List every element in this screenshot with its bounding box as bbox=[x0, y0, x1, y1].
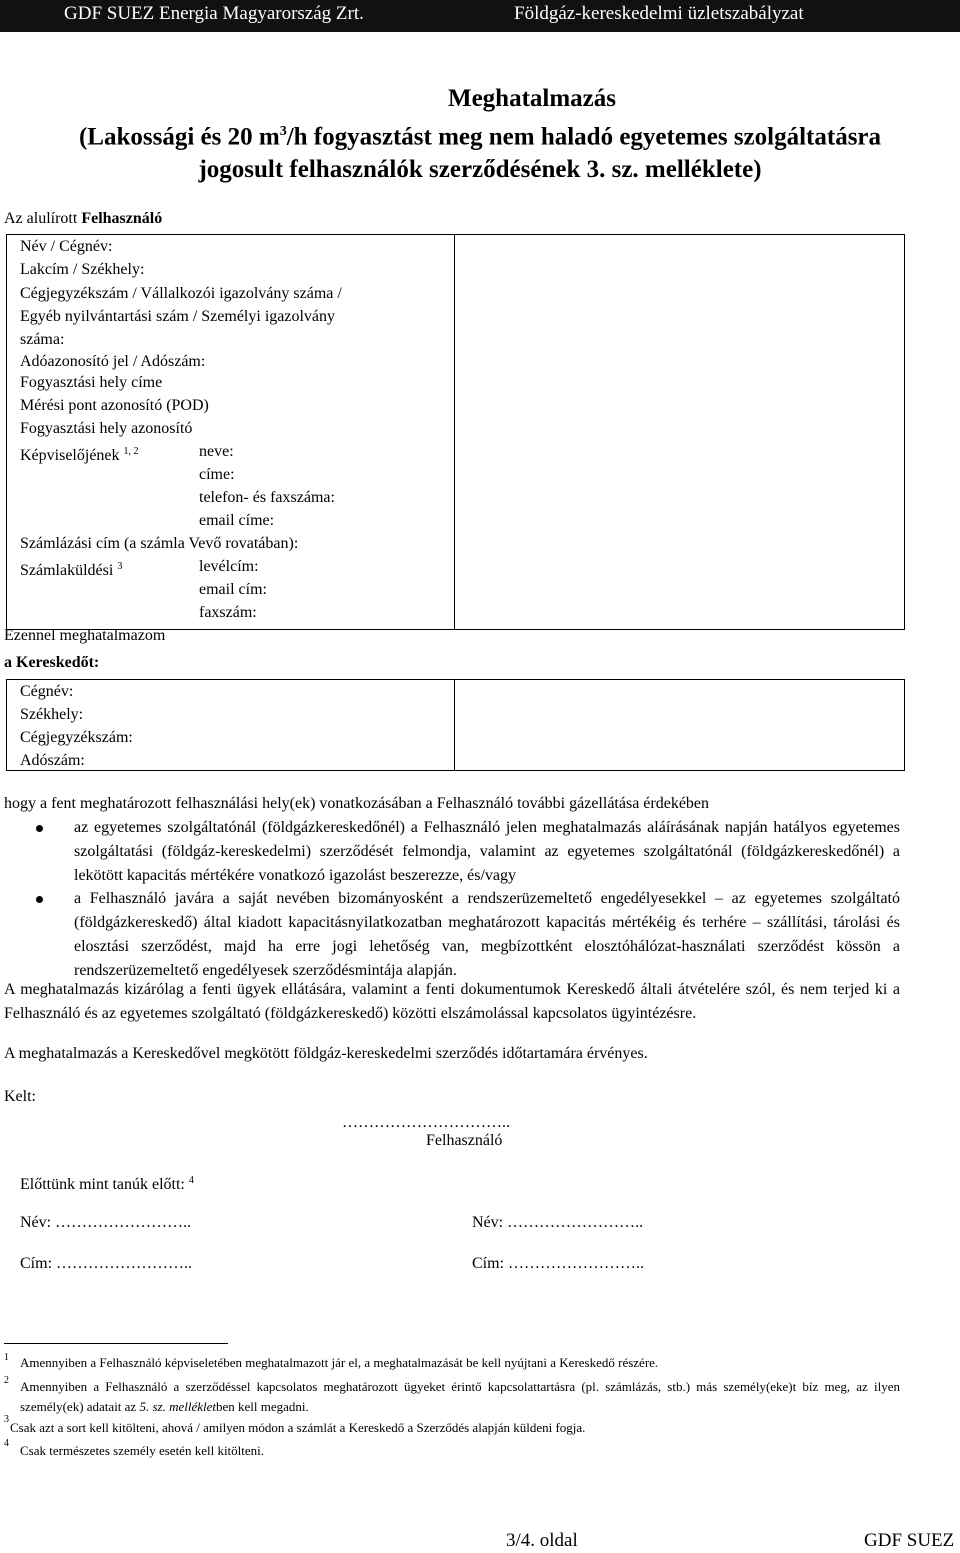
label-rep-phone: telefon- és faxszáma: bbox=[199, 489, 335, 506]
label-pod: Mérési pont azonosító (POD) bbox=[20, 397, 209, 414]
label-registration-1: Cégjegyzékszám / Vállalkozói igazolvány száma / bbox=[20, 285, 342, 302]
witness-2-name: Név: …………………….. bbox=[472, 1214, 644, 1231]
signature-label: Felhasználó bbox=[426, 1132, 503, 1149]
label-address: Lakcím / Székhely: bbox=[20, 261, 145, 278]
label-registration-3: száma: bbox=[20, 331, 65, 348]
bullet-item-1: az egyetemes szolgáltatónál (földgázkereskedőnél) a Felhasználó jelen meghatalmazás aláírásának napján hatályos egyetemes szolgáltatási (földgáz-kereskedelmi) szerződését felmondja, valamint az egyetemes szolgáltatónál (földgázkereskedőnél) a lekötött kapacitás mértékére vonatkozó igazolást beszerezze, és/vagy bbox=[74, 819, 900, 884]
footnote-1-number: 1 bbox=[4, 1352, 9, 1363]
footer-brand: GDF SUEZ bbox=[864, 1530, 955, 1551]
page-title bbox=[0, 82, 960, 186]
label-date: Kelt: bbox=[4, 1088, 36, 1105]
trader-data-table bbox=[6, 679, 905, 771]
title-line-2: (Lakossági és 20 $m^3/h$ fogyasztást meg nem haladó egyetemes szolgáltatásra bbox=[78, 123, 882, 151]
document-header bbox=[0, 0, 960, 32]
label-send-fax: faxszám: bbox=[199, 604, 257, 621]
label-send-email: email cím: bbox=[199, 581, 267, 598]
label-send-post: levélcím: bbox=[199, 558, 259, 575]
label-trader-company: Cégnév: bbox=[20, 683, 74, 700]
label-tax-id: Adóazonosító jel / Adószám: bbox=[20, 353, 206, 370]
label-consumption-id: Fogyasztási hely azonosító bbox=[20, 420, 193, 437]
label-rep-email: email címe: bbox=[199, 512, 275, 529]
footnote-separator bbox=[4, 1343, 228, 1344]
witness-1-address: Cím: …………………….. bbox=[20, 1255, 193, 1272]
lead-paragraph: hogy a fent meghatározott felhasználási hely(ek) vonatkozásában a Felhasználó további gázellátása érdekében bbox=[4, 795, 710, 812]
witness-heading: Előttünk mint tanúk előtt: $^4$ bbox=[20, 1175, 194, 1193]
bullet-item-2: a Felhasználó javára a saját nevében bizományosként a rendszerüzemeltető engedélyesekkel – az egyetemes szolgáltató (földgázkereskedő) által kiadott kapacitásnyilatkozatban meghatározott kapacitás mértékéig és terhére – szállítási, tárolási és elosztási szerződést, majd ha erre jogi lehetőség van, megbízottként elosztóhálózat-használati szerződést kössön a rendszerüzemeltető engedélyesek szerződésmintája alapján. bbox=[74, 890, 900, 979]
label-registration-2: Egyéb nyilvántartási szám / Személyi igazolvány bbox=[20, 308, 336, 325]
label-representative: Képviselőjének $^{1, 2}$ bbox=[20, 446, 139, 464]
user-table-divider bbox=[454, 234, 455, 630]
page-number: 3/4. oldal bbox=[506, 1530, 578, 1551]
bullet-dot bbox=[36, 825, 43, 832]
intro-text: Az alulírott Felhasználó bbox=[4, 210, 163, 227]
header-company: GDF SUEZ Energia Magyarország Zrt. bbox=[64, 3, 364, 24]
scope-paragraph: A meghatalmazás kizárólag a fenti ügyek ellátására, valamint a fenti dokumentumok Kereskedő általi átvételére szól, és nem terjed ki a Felhasználó és az egyetemes szolgáltató (földgázkereskedő) közötti elszámolással kapcsolatos ügyintézésre. bbox=[4, 981, 900, 1022]
footnote-4-text: Csak természetes személy esetén kell kitölteni. bbox=[20, 1443, 265, 1458]
witness-2-address: Cím: …………………….. bbox=[472, 1255, 645, 1272]
footnote-3-text: Csak azt a sort kell kitölteni, ahová / amilyen módon a számlát a Kereskedő a Szerződés alapján küldeni fogja. bbox=[10, 1420, 586, 1435]
title-line-3: jogosult felhasználók szerződésének 3. sz. melléklete) bbox=[198, 156, 762, 184]
footnote-3-number: 3 bbox=[4, 1414, 9, 1425]
footnote-4-number: 4 bbox=[4, 1438, 9, 1449]
label-billing-address: Számlázási cím (a számla Vevő rovatában): bbox=[20, 535, 299, 552]
authorize-trader: a Kereskedőt: bbox=[4, 654, 100, 671]
validity-paragraph: A meghatalmazás a Kereskedővel megkötött földgáz-kereskedelmi szerződés időtartamára érvényes. bbox=[4, 1045, 648, 1062]
label-trader-seat: Székhely: bbox=[20, 706, 84, 723]
label-trader-tax: Adószám: bbox=[20, 752, 85, 769]
authorize-text: Ezennel meghatalmazom bbox=[4, 627, 166, 644]
footnote-2-number: 2 bbox=[4, 1375, 9, 1386]
label-consumption-address: Fogyasztási hely címe bbox=[20, 374, 163, 391]
label-name: Név / Cégnév: bbox=[20, 238, 113, 255]
label-invoice-sending: Számlaküldési $^3$ bbox=[20, 561, 123, 579]
trader-table-divider bbox=[454, 679, 455, 771]
signature-line: ………………………….. bbox=[342, 1114, 510, 1131]
label-rep-name: neve: bbox=[199, 443, 234, 460]
title-line-1: Meghatalmazás bbox=[447, 85, 617, 112]
label-rep-address: címe: bbox=[199, 466, 235, 483]
label-trader-registration: Cégjegyzékszám: bbox=[20, 729, 133, 746]
bullet-dot bbox=[36, 896, 43, 903]
witness-1-name: Név: …………………….. bbox=[20, 1214, 192, 1231]
footnote-2-text: Amennyiben a Felhasználó a szerződéssel kapcsolatos meghatározott ügyeket érintő kapcsolattartásra (pl. számlázás, stb.) más személy(eke)t bíz meg, az ilyen személy(ek) adatait az 5. sz. mellékletben kell megadni. bbox=[20, 1379, 900, 1414]
header-document-title: Földgáz-kereskedelmi üzletszabályzat bbox=[514, 3, 804, 24]
footnote-1-text: Amennyiben a Felhasználó képviseletében meghatalmazott jár el, a meghatalmazását be kell nyújtani a Kereskedő részére. bbox=[20, 1355, 659, 1370]
